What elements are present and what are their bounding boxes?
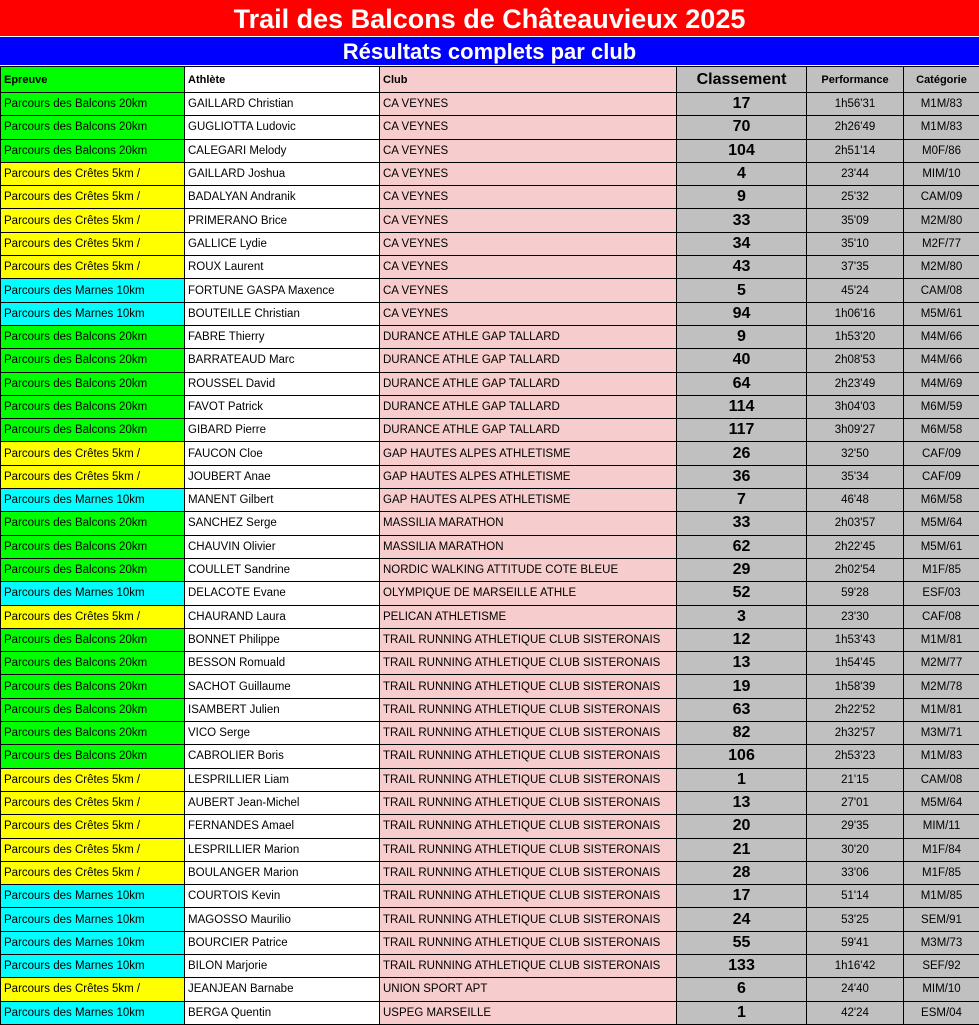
- table-row: [1, 256, 979, 279]
- cell-performance: 29'35: [807, 815, 904, 838]
- cell-club: TRAIL RUNNING ATHLETIQUE CLUB SISTERONAIS: [380, 815, 677, 838]
- table-row: [1, 372, 979, 395]
- table-row: [1, 605, 979, 628]
- cell-athlete: SACHOT Guillaume: [185, 675, 380, 698]
- cell-performance: 33'06: [807, 861, 904, 884]
- cell-categorie: M6M/58: [904, 419, 979, 442]
- cell-athlete: BARRATEAUD Marc: [185, 349, 380, 372]
- header-classement: Classement: [677, 67, 807, 93]
- cell-club: DURANCE ATHLE GAP TALLARD: [380, 395, 677, 418]
- cell-categorie: M1M/83: [904, 745, 979, 768]
- cell-categorie: CAM/08: [904, 279, 979, 302]
- cell-athlete: MAGOSSO Maurilio: [185, 908, 380, 931]
- cell-epreuve: Parcours des Crêtes 5km /: [1, 791, 185, 814]
- cell-epreuve: Parcours des Balcons 20km: [1, 558, 185, 581]
- cell-athlete: CALEGARI Melody: [185, 139, 380, 162]
- cell-classement: 4: [677, 162, 807, 185]
- cell-club: CA VEYNES: [380, 186, 677, 209]
- cell-epreuve: Parcours des Balcons 20km: [1, 652, 185, 675]
- table-row: [1, 489, 979, 512]
- cell-club: TRAIL RUNNING ATHLETIQUE CLUB SISTERONAIS: [380, 908, 677, 931]
- cell-club: TRAIL RUNNING ATHLETIQUE CLUB SISTERONAIS: [380, 745, 677, 768]
- cell-epreuve: Parcours des Balcons 20km: [1, 349, 185, 372]
- cell-athlete: DELACOTE Evane: [185, 582, 380, 605]
- cell-performance: 25'32: [807, 186, 904, 209]
- table-row: [1, 465, 979, 488]
- cell-epreuve: Parcours des Balcons 20km: [1, 116, 185, 139]
- cell-athlete: COULLET Sandrine: [185, 558, 380, 581]
- cell-athlete: ROUSSEL David: [185, 372, 380, 395]
- cell-classement: 17: [677, 885, 807, 908]
- cell-club: CA VEYNES: [380, 209, 677, 232]
- cell-categorie: M1F/84: [904, 838, 979, 861]
- cell-performance: 1h58'39: [807, 675, 904, 698]
- table-row: [1, 931, 979, 954]
- cell-club: TRAIL RUNNING ATHLETIQUE CLUB SISTERONAIS: [380, 768, 677, 791]
- cell-club: CA VEYNES: [380, 162, 677, 185]
- cell-epreuve: Parcours des Crêtes 5km /: [1, 256, 185, 279]
- cell-epreuve: Parcours des Crêtes 5km /: [1, 838, 185, 861]
- cell-athlete: GAILLARD Christian: [185, 93, 380, 116]
- table-row: [1, 722, 979, 745]
- cell-club: USPEG MARSEILLE: [380, 1001, 677, 1024]
- cell-categorie: SEF/92: [904, 954, 979, 977]
- cell-athlete: FERNANDES Amael: [185, 815, 380, 838]
- cell-categorie: M5M/61: [904, 302, 979, 325]
- cell-classement: 20: [677, 815, 807, 838]
- cell-classement: 29: [677, 558, 807, 581]
- cell-classement: 5: [677, 279, 807, 302]
- cell-epreuve: Parcours des Crêtes 5km /: [1, 861, 185, 884]
- table-row: [1, 442, 979, 465]
- cell-athlete: VICO Serge: [185, 722, 380, 745]
- cell-club: DURANCE ATHLE GAP TALLARD: [380, 419, 677, 442]
- header-club: Club: [380, 67, 677, 93]
- header-athlete: Athlète: [185, 67, 380, 93]
- cell-performance: 2h22'52: [807, 698, 904, 721]
- table-row: [1, 349, 979, 372]
- cell-epreuve: Parcours des Balcons 20km: [1, 325, 185, 348]
- cell-epreuve: Parcours des Balcons 20km: [1, 745, 185, 768]
- cell-club: CA VEYNES: [380, 256, 677, 279]
- cell-performance: 53'25: [807, 908, 904, 931]
- table-row: [1, 861, 979, 884]
- cell-categorie: M0F/86: [904, 139, 979, 162]
- cell-athlete: ISAMBERT Julien: [185, 698, 380, 721]
- cell-categorie: CAF/09: [904, 465, 979, 488]
- cell-classement: 55: [677, 931, 807, 954]
- cell-athlete: FABRE Thierry: [185, 325, 380, 348]
- cell-performance: 2h53'23: [807, 745, 904, 768]
- cell-athlete: CHAUVIN Olivier: [185, 535, 380, 558]
- cell-athlete: GIBARD Pierre: [185, 419, 380, 442]
- cell-club: GAP HAUTES ALPES ATHLETISME: [380, 465, 677, 488]
- cell-classement: 12: [677, 628, 807, 651]
- cell-epreuve: Parcours des Balcons 20km: [1, 395, 185, 418]
- cell-classement: 13: [677, 652, 807, 675]
- cell-performance: 2h22'45: [807, 535, 904, 558]
- cell-club: CA VEYNES: [380, 232, 677, 255]
- cell-club: MASSILIA MARATHON: [380, 535, 677, 558]
- cell-club: CA VEYNES: [380, 302, 677, 325]
- cell-categorie: CAF/09: [904, 442, 979, 465]
- cell-classement: 82: [677, 722, 807, 745]
- cell-club: CA VEYNES: [380, 93, 677, 116]
- cell-club: PELICAN ATHLETISME: [380, 605, 677, 628]
- cell-classement: 114: [677, 395, 807, 418]
- cell-club: CA VEYNES: [380, 116, 677, 139]
- cell-epreuve: Parcours des Balcons 20km: [1, 139, 185, 162]
- cell-categorie: SEM/91: [904, 908, 979, 931]
- cell-classement: 28: [677, 861, 807, 884]
- cell-categorie: M2M/78: [904, 675, 979, 698]
- table-row: [1, 279, 979, 302]
- cell-performance: 37'35: [807, 256, 904, 279]
- cell-epreuve: Parcours des Crêtes 5km /: [1, 209, 185, 232]
- cell-club: TRAIL RUNNING ATHLETIQUE CLUB SISTERONAIS: [380, 861, 677, 884]
- table-row: [1, 419, 979, 442]
- cell-categorie: M5M/61: [904, 535, 979, 558]
- page-title: Trail des Balcons de Châteauvieux 2025: [0, 0, 979, 36]
- cell-performance: 35'10: [807, 232, 904, 255]
- cell-athlete: ROUX Laurent: [185, 256, 380, 279]
- cell-epreuve: Parcours des Marnes 10km: [1, 302, 185, 325]
- cell-categorie: MIM/10: [904, 162, 979, 185]
- cell-epreuve: Parcours des Crêtes 5km /: [1, 186, 185, 209]
- cell-club: TRAIL RUNNING ATHLETIQUE CLUB SISTERONAIS: [380, 628, 677, 651]
- cell-athlete: COURTOIS Kevin: [185, 885, 380, 908]
- results-body: [1, 93, 979, 1025]
- cell-club: TRAIL RUNNING ATHLETIQUE CLUB SISTERONAIS: [380, 652, 677, 675]
- cell-classement: 33: [677, 512, 807, 535]
- cell-performance: 27'01: [807, 791, 904, 814]
- cell-performance: 35'09: [807, 209, 904, 232]
- table-row: [1, 815, 979, 838]
- table-row: [1, 302, 979, 325]
- cell-classement: 70: [677, 116, 807, 139]
- cell-performance: 59'28: [807, 582, 904, 605]
- cell-epreuve: Parcours des Marnes 10km: [1, 908, 185, 931]
- cell-categorie: ESM/04: [904, 1001, 979, 1024]
- cell-categorie: M1M/85: [904, 885, 979, 908]
- table-row: [1, 395, 979, 418]
- cell-classement: 63: [677, 698, 807, 721]
- cell-performance: 2h51'14: [807, 139, 904, 162]
- table-row: [1, 582, 979, 605]
- cell-club: DURANCE ATHLE GAP TALLARD: [380, 325, 677, 348]
- cell-classement: 33: [677, 209, 807, 232]
- cell-categorie: M6M/58: [904, 489, 979, 512]
- cell-epreuve: Parcours des Marnes 10km: [1, 582, 185, 605]
- cell-performance: 23'44: [807, 162, 904, 185]
- cell-classement: 52: [677, 582, 807, 605]
- cell-classement: 36: [677, 465, 807, 488]
- cell-categorie: M4M/66: [904, 349, 979, 372]
- cell-club: TRAIL RUNNING ATHLETIQUE CLUB SISTERONAIS: [380, 675, 677, 698]
- cell-categorie: CAM/08: [904, 768, 979, 791]
- cell-epreuve: Parcours des Crêtes 5km /: [1, 442, 185, 465]
- cell-classement: 40: [677, 349, 807, 372]
- results-table: [0, 66, 979, 1025]
- cell-performance: 32'50: [807, 442, 904, 465]
- table-row: [1, 116, 979, 139]
- table-row: [1, 93, 979, 116]
- cell-classement: 24: [677, 908, 807, 931]
- cell-categorie: MIM/10: [904, 978, 979, 1001]
- table-row: [1, 838, 979, 861]
- cell-performance: 1h54'45: [807, 652, 904, 675]
- cell-club: UNION SPORT APT: [380, 978, 677, 1001]
- cell-club: TRAIL RUNNING ATHLETIQUE CLUB SISTERONAIS: [380, 791, 677, 814]
- cell-classement: 17: [677, 93, 807, 116]
- cell-classement: 9: [677, 186, 807, 209]
- cell-categorie: M4M/69: [904, 372, 979, 395]
- cell-performance: 21'15: [807, 768, 904, 791]
- cell-athlete: AUBERT Jean-Michel: [185, 791, 380, 814]
- cell-categorie: M4M/66: [904, 325, 979, 348]
- cell-performance: 30'20: [807, 838, 904, 861]
- table-row: [1, 978, 979, 1001]
- cell-categorie: M1F/85: [904, 861, 979, 884]
- cell-athlete: FORTUNE GASPA Maxence: [185, 279, 380, 302]
- cell-club: TRAIL RUNNING ATHLETIQUE CLUB SISTERONAIS: [380, 698, 677, 721]
- table-row: [1, 908, 979, 931]
- cell-club: NORDIC WALKING ATTITUDE COTE BLEUE: [380, 558, 677, 581]
- cell-performance: 35'34: [807, 465, 904, 488]
- cell-performance: 2h26'49: [807, 116, 904, 139]
- table-row: [1, 209, 979, 232]
- cell-epreuve: Parcours des Marnes 10km: [1, 279, 185, 302]
- cell-classement: 64: [677, 372, 807, 395]
- cell-classement: 13: [677, 791, 807, 814]
- cell-epreuve: Parcours des Crêtes 5km /: [1, 465, 185, 488]
- cell-athlete: BONNET Philippe: [185, 628, 380, 651]
- cell-categorie: M2F/77: [904, 232, 979, 255]
- table-row: [1, 186, 979, 209]
- cell-categorie: M1M/83: [904, 116, 979, 139]
- table-row: [1, 535, 979, 558]
- cell-performance: 45'24: [807, 279, 904, 302]
- cell-athlete: PRIMERANO Brice: [185, 209, 380, 232]
- page-subtitle: Résultats complets par club: [0, 37, 979, 65]
- cell-epreuve: Parcours des Marnes 10km: [1, 489, 185, 512]
- cell-categorie: M1F/85: [904, 558, 979, 581]
- cell-performance: 1h53'43: [807, 628, 904, 651]
- cell-categorie: M2M/77: [904, 652, 979, 675]
- cell-performance: 2h02'54: [807, 558, 904, 581]
- cell-epreuve: Parcours des Balcons 20km: [1, 372, 185, 395]
- cell-club: TRAIL RUNNING ATHLETIQUE CLUB SISTERONAIS: [380, 838, 677, 861]
- cell-epreuve: Parcours des Marnes 10km: [1, 885, 185, 908]
- cell-club: CA VEYNES: [380, 279, 677, 302]
- cell-athlete: BOUTEILLE Christian: [185, 302, 380, 325]
- cell-epreuve: Parcours des Crêtes 5km /: [1, 768, 185, 791]
- cell-categorie: M3M/71: [904, 722, 979, 745]
- cell-epreuve: Parcours des Marnes 10km: [1, 1001, 185, 1024]
- cell-club: MASSILIA MARATHON: [380, 512, 677, 535]
- cell-performance: 1h06'16: [807, 302, 904, 325]
- cell-epreuve: Parcours des Balcons 20km: [1, 628, 185, 651]
- cell-classement: 19: [677, 675, 807, 698]
- cell-categorie: M3M/73: [904, 931, 979, 954]
- cell-athlete: FAVOT Patrick: [185, 395, 380, 418]
- cell-performance: 3h04'03: [807, 395, 904, 418]
- table-row: [1, 1001, 979, 1024]
- table-row: [1, 954, 979, 977]
- cell-performance: 2h32'57: [807, 722, 904, 745]
- cell-club: TRAIL RUNNING ATHLETIQUE CLUB SISTERONAIS: [380, 931, 677, 954]
- cell-epreuve: Parcours des Crêtes 5km /: [1, 232, 185, 255]
- cell-epreuve: Parcours des Balcons 20km: [1, 93, 185, 116]
- cell-classement: 26: [677, 442, 807, 465]
- cell-athlete: CHAURAND Laura: [185, 605, 380, 628]
- cell-club: DURANCE ATHLE GAP TALLARD: [380, 349, 677, 372]
- cell-performance: 3h09'27: [807, 419, 904, 442]
- cell-epreuve: Parcours des Crêtes 5km /: [1, 978, 185, 1001]
- header-categorie: Catégorie: [904, 67, 979, 93]
- cell-categorie: CAM/09: [904, 186, 979, 209]
- cell-categorie: MIM/11: [904, 815, 979, 838]
- cell-categorie: M1M/81: [904, 628, 979, 651]
- cell-epreuve: Parcours des Balcons 20km: [1, 698, 185, 721]
- cell-athlete: LESPRILLIER Marion: [185, 838, 380, 861]
- cell-club: TRAIL RUNNING ATHLETIQUE CLUB SISTERONAIS: [380, 954, 677, 977]
- cell-classement: 104: [677, 139, 807, 162]
- table-row: [1, 745, 979, 768]
- table-row: [1, 791, 979, 814]
- cell-performance: 24'40: [807, 978, 904, 1001]
- cell-categorie: M2M/80: [904, 209, 979, 232]
- cell-club: TRAIL RUNNING ATHLETIQUE CLUB SISTERONAIS: [380, 722, 677, 745]
- cell-performance: 46'48: [807, 489, 904, 512]
- cell-epreuve: Parcours des Crêtes 5km /: [1, 815, 185, 838]
- cell-club: DURANCE ATHLE GAP TALLARD: [380, 372, 677, 395]
- cell-categorie: M2M/80: [904, 256, 979, 279]
- cell-athlete: BOULANGER Marion: [185, 861, 380, 884]
- cell-performance: 1h53'20: [807, 325, 904, 348]
- header-epreuve: Epreuve: [1, 67, 185, 93]
- cell-classement: 94: [677, 302, 807, 325]
- cell-performance: 2h03'57: [807, 512, 904, 535]
- cell-club: OLYMPIQUE DE MARSEILLE ATHLE: [380, 582, 677, 605]
- cell-epreuve: Parcours des Balcons 20km: [1, 512, 185, 535]
- cell-classement: 106: [677, 745, 807, 768]
- table-row: [1, 885, 979, 908]
- cell-athlete: SANCHEZ Serge: [185, 512, 380, 535]
- cell-categorie: M1M/83: [904, 93, 979, 116]
- cell-athlete: FAUCON Cloe: [185, 442, 380, 465]
- cell-athlete: CABROLIER Boris: [185, 745, 380, 768]
- cell-epreuve: Parcours des Marnes 10km: [1, 931, 185, 954]
- table-row: [1, 558, 979, 581]
- cell-classement: 34: [677, 232, 807, 255]
- cell-performance: 23'30: [807, 605, 904, 628]
- cell-athlete: BADALYAN Andranik: [185, 186, 380, 209]
- cell-classement: 1: [677, 1001, 807, 1024]
- cell-classement: 62: [677, 535, 807, 558]
- cell-categorie: ESF/03: [904, 582, 979, 605]
- cell-classement: 43: [677, 256, 807, 279]
- table-row: [1, 512, 979, 535]
- cell-performance: 51'14: [807, 885, 904, 908]
- cell-club: CA VEYNES: [380, 139, 677, 162]
- cell-epreuve: Parcours des Balcons 20km: [1, 722, 185, 745]
- cell-classement: 1: [677, 768, 807, 791]
- cell-athlete: GUGLIOTTA Ludovic: [185, 116, 380, 139]
- cell-athlete: JOUBERT Anae: [185, 465, 380, 488]
- cell-categorie: M5M/64: [904, 512, 979, 535]
- cell-athlete: GALLICE Lydie: [185, 232, 380, 255]
- cell-classement: 7: [677, 489, 807, 512]
- table-row: [1, 698, 979, 721]
- cell-performance: 42'24: [807, 1001, 904, 1024]
- cell-classement: 21: [677, 838, 807, 861]
- cell-epreuve: Parcours des Balcons 20km: [1, 675, 185, 698]
- cell-athlete: MANENT Gilbert: [185, 489, 380, 512]
- cell-performance: 2h23'49: [807, 372, 904, 395]
- table-row: [1, 675, 979, 698]
- cell-athlete: GAILLARD Joshua: [185, 162, 380, 185]
- table-row: [1, 768, 979, 791]
- cell-club: GAP HAUTES ALPES ATHLETISME: [380, 489, 677, 512]
- cell-performance: 1h16'42: [807, 954, 904, 977]
- cell-epreuve: Parcours des Crêtes 5km /: [1, 162, 185, 185]
- cell-club: TRAIL RUNNING ATHLETIQUE CLUB SISTERONAIS: [380, 885, 677, 908]
- cell-athlete: BERGA Quentin: [185, 1001, 380, 1024]
- cell-classement: 133: [677, 954, 807, 977]
- cell-classement: 9: [677, 325, 807, 348]
- header-performance: Performance: [807, 67, 904, 93]
- cell-performance: 1h56'31: [807, 93, 904, 116]
- table-row: [1, 652, 979, 675]
- cell-athlete: BOURCIER Patrice: [185, 931, 380, 954]
- cell-epreuve: Parcours des Balcons 20km: [1, 535, 185, 558]
- cell-classement: 6: [677, 978, 807, 1001]
- table-row: [1, 162, 979, 185]
- cell-epreuve: Parcours des Marnes 10km: [1, 954, 185, 977]
- cell-performance: 59'41: [807, 931, 904, 954]
- table-row: [1, 139, 979, 162]
- table-row: [1, 232, 979, 255]
- cell-classement: 3: [677, 605, 807, 628]
- cell-club: GAP HAUTES ALPES ATHLETISME: [380, 442, 677, 465]
- cell-athlete: BESSON Romuald: [185, 652, 380, 675]
- cell-epreuve: Parcours des Crêtes 5km /: [1, 605, 185, 628]
- cell-performance: 2h08'53: [807, 349, 904, 372]
- cell-categorie: CAF/08: [904, 605, 979, 628]
- cell-categorie: M1M/81: [904, 698, 979, 721]
- header-row: [1, 67, 979, 93]
- table-row: [1, 628, 979, 651]
- cell-classement: 117: [677, 419, 807, 442]
- cell-epreuve: Parcours des Balcons 20km: [1, 419, 185, 442]
- cell-athlete: JEANJEAN Barnabe: [185, 978, 380, 1001]
- cell-categorie: M5M/64: [904, 791, 979, 814]
- cell-categorie: M6M/59: [904, 395, 979, 418]
- table-row: [1, 325, 979, 348]
- cell-athlete: LESPRILLIER Liam: [185, 768, 380, 791]
- cell-athlete: BILON Marjorie: [185, 954, 380, 977]
